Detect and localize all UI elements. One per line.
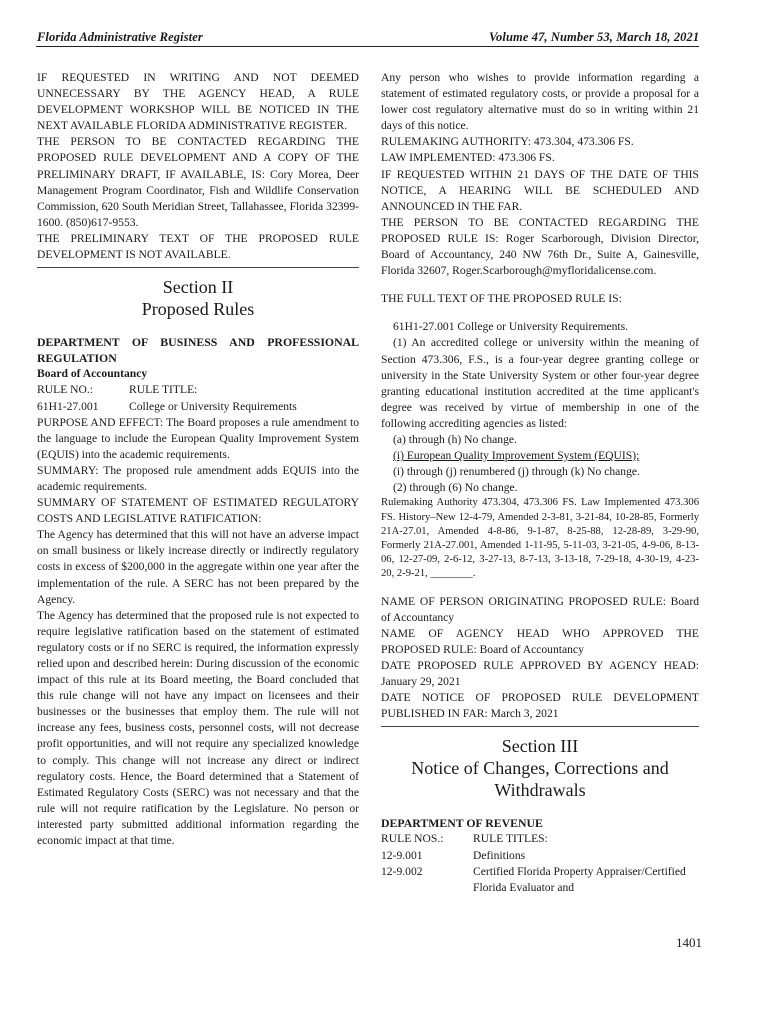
full-text-heading: THE FULL TEXT OF THE PROPOSED RULE IS: [381, 292, 622, 306]
rule-row [381, 864, 699, 896]
contact-person: THE PERSON TO BE CONTACTED REGARDING THE PROPOSED RULE IS: Roger Scarborough, Division Director, Board of Accountancy, 240 NW 76th Dr., Suite A, Gainesville, Florida 32607, Roger.Scarborough@myfloridalicense.com. [381, 215, 699, 278]
section-iii-title: Section III [501, 736, 579, 757]
rulemaking-authority: RULEMAKING AUTHORITY: 473.304, 473.306 FS. [381, 135, 634, 149]
rule-text-heading: 61H1-27.001 College or University Requirements. [393, 320, 629, 334]
section-iii-heading [381, 735, 699, 801]
rule-value-row [37, 399, 359, 415]
left-column [37, 70, 359, 849]
right-column [381, 70, 699, 896]
section-divider [37, 267, 359, 268]
rule-row [381, 848, 699, 864]
section-iii-subtitle-line-1: Notice of Changes, Corrections and [411, 758, 669, 779]
contact-person-notice: THE PERSON TO BE CONTACTED REGARDING THE PROPOSED RULE DEVELOPMENT AND A COPY OF THE PRELIMINARY DRAFT, IF AVAILABLE, IS: Cory Morea, Deer Management Program Coordinator, Fish and Wildlife Conservation Commission, 620 South Meridian Street, Tallahassee, Florida 32399-1600. (850)617-9553. [37, 135, 359, 229]
rule-item-renumbered: (i) through (j) renumbered (j) through (k) No change. [393, 465, 640, 479]
rule-item-i-inserted: (i) European Quality Improvement System (EQUIS); [393, 449, 640, 463]
rule-no-label: RULE NO.: [37, 383, 94, 397]
rule-no: 61H1-27.001 [37, 399, 99, 413]
board-name: Board of Accountancy [37, 367, 148, 381]
workshop-notice: IF REQUESTED IN WRITING AND NOT DEEMED UNNECESSARY BY THE AGENCY HEAD, A RULE DEVELOPMENT WORKSHOP WILL BE NOTICED IN THE NEXT AVAILABLE FLORIDA ADMINISTRATIVE REGISTER. [37, 71, 359, 133]
rule-titles-label: RULE TITLES: [473, 832, 548, 846]
running-header-title: Florida Administrative Register [37, 30, 203, 44]
rule-item-2: (2) through (6) No change. [393, 481, 518, 495]
rule-row-title: Definitions [473, 848, 526, 862]
rule-text-paragraph-1: (1) An accredited college or university within the meaning of Section 473.306, F.S., is a four-year degree granting college or university in the State University System or other four-year degree granting educational institution accredited at the time applicant's degree was received by virtue of membership in one of the following accrediting agencies as listed: [381, 336, 699, 430]
rule-history [381, 496, 699, 581]
serc-heading: SUMMARY OF STATEMENT OF ESTIMATED REGULATORY COSTS AND LEGISLATIVE RATIFICATION: [37, 496, 359, 526]
name-agency-head: NAME OF AGENCY HEAD WHO APPROVED THE PROPOSED RULE: Board of Accountancy [381, 626, 699, 656]
rule-row-title: Certified Florida Property Appraiser/Certified Florida Evaluator and [473, 864, 686, 894]
rule-title: College or University Requirements [129, 399, 297, 413]
rule-nos-label-row [381, 831, 699, 847]
name-person-originating: NAME OF PERSON ORIGINATING PROPOSED RULE: Board of Accountancy [381, 594, 699, 624]
rule-row-number: 12-9.002 [381, 864, 423, 878]
rule-nos-label: RULE NOS.: [381, 832, 444, 846]
page-number: 1401 [676, 935, 702, 950]
rule-title-label: RULE TITLE: [129, 383, 198, 397]
section-ii-heading [37, 276, 359, 320]
running-header-volume: Volume 47, Number 53, March 18, 2021 [489, 30, 700, 44]
date-notice-published: DATE NOTICE OF PROPOSED RULE DEVELOPMENT PUBLISHED IN FAR: March 3, 2021 [381, 691, 699, 721]
section-ii-subtitle: Proposed Rules [141, 299, 255, 320]
law-implemented: LAW IMPLEMENTED: 473.306 FS. [381, 151, 555, 165]
purpose-and-effect: PURPOSE AND EFFECT: The Board proposes a rule amendment to the language to include the European Quality Improvement System (EQUIS) into the academic requirements. [37, 415, 359, 461]
rule-history-text: Rulemaking Authority 473.304, 473.306 FS. Law Implemented 473.306 FS. History–New 12-4-79, Amended 2-3-81, 3-21-84, 10-28-85, Formerly 21A-27.01, Amended 4-8-86, 9-1-87, 8-25-88, 12-28-89, 3-29-90, Formerly 21A-27.001, Amended 1-11-95, 5-11-03, 3-21-05, 4-9-06, 8-13-06, 12-27-09, 2-6-12, 3-27-13, 8-7-13, 3-13-18, 7-29-18, 4-30-19, 4-23-20, 2-9-21, [381, 497, 699, 580]
rule-label-row [37, 382, 359, 398]
hearing-notice: IF REQUESTED WITHIN 21 DAYS OF THE DATE OF THIS NOTICE, A HEARING WILL BE SCHEDULED AND ANNOUNCED IN THE FAR. [381, 167, 699, 213]
section-ii-title: Section II [162, 277, 234, 298]
rule-item-a: (a) through (h) No change. [393, 432, 517, 446]
info-request-paragraph: Any person who wishes to provide information regarding a statement of estimated regulatory costs, or provide a proposal for a lower cost regulatory alternative must do so in writing within 21 days of this notice. [381, 71, 699, 133]
section-divider-right [381, 726, 699, 727]
summary: SUMMARY: The proposed rule amendment adds EQUIS into the academic requirements. [37, 463, 359, 493]
department-name: DEPARTMENT OF BUSINESS AND PROFESSIONAL REGULATION [37, 335, 359, 366]
rule-row-number: 12-9.001 [381, 848, 423, 862]
preliminary-text-notice: THE PRELIMINARY TEXT OF THE PROPOSED RULE DEVELOPMENT IS NOT AVAILABLE. [37, 231, 359, 262]
department-revenue: DEPARTMENT OF REVENUE [381, 816, 543, 831]
serc-paragraph-2: The Agency has determined that the proposed rule is not expected to require legislative ratification based on the statement of estimated regulatory costs or if no SERC is required, the information expressly relied upon and described herein: During discussion of the economic impact of this rule at its Board meeting, the Board concluded that this rule change will not have any impact on licensees and their businesses or the businesses that employ them. The rule will not increase any fees, business costs, personnel costs, will not decrease profit opportunities, and will not require any specialized knowledge to comply. This change will not increase any direct or indirect regulatory costs. Hence, the Board determined that a Statement of Estimated Regulatory Costs (SERC) was not necessary and that the rule will not require ratification by the Legislature. No person or interested party submitted additional information regarding the economic impact at that time. [37, 608, 359, 848]
rule-history-blank: ________. [430, 568, 476, 580]
date-rule-approved: DATE PROPOSED RULE APPROVED BY AGENCY HEAD: January 29, 2021 [381, 658, 699, 689]
header-divider [36, 46, 699, 47]
serc-paragraph-1: The Agency has determined that this will not have an adverse impact on small business or likely increase directly or indirectly regulatory costs in excess of $200,000 in the aggregate within one year after the implementation of the rule. A SERC has not been prepared by the Agency. [37, 528, 359, 606]
section-iii-subtitle-line-2: Withdrawals [494, 780, 586, 801]
